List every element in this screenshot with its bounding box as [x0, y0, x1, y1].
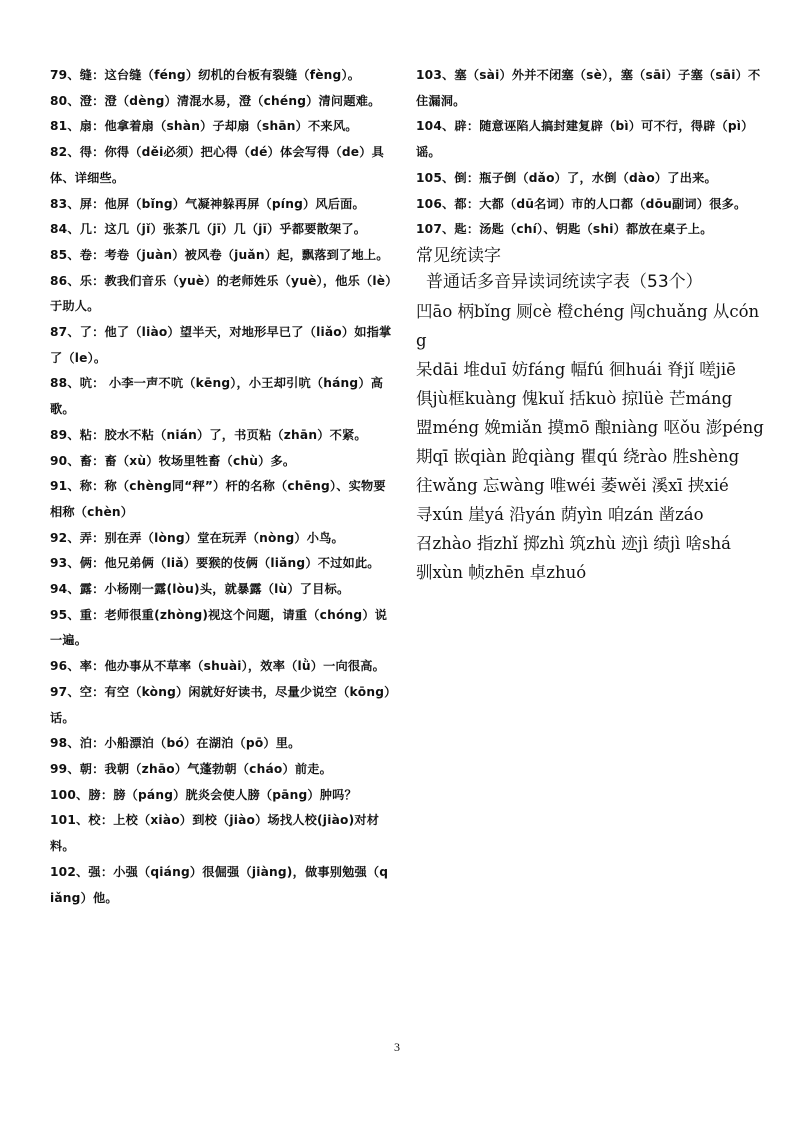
char-row: 驯xùn 帧zhēn 卓zhuó [416, 562, 587, 582]
polyphone-entry: 94、露：小杨刚一露(lòu)头，就暴露（lù）了目标。 [50, 582, 350, 597]
left-column [50, 63, 392, 911]
char-table [416, 297, 766, 587]
polyphone-entry: 102、强：小强（qiáng）很倔强（jiàng)，做事别勉强（qiǎng）他。 [50, 864, 389, 905]
char-row: 凹āo 柄bǐng 厕cè 橙chéng 闯chuǎng 从cóng [416, 301, 760, 350]
polyphone-entry: 79、缝：这台缝（féng）纫机的台板有裂缝（fèng）。 [50, 68, 361, 82]
polyphone-entry: 105、倒：瓶子倒（dǎo）了，水倒（dào）了出来。 [416, 170, 717, 185]
char-row: 往wǎng 忘wàng 唯wéi 萎wěi 溪xī 挟xié [416, 475, 729, 495]
polyphone-entry: 87、了：他了（liào）望半天，对地形早已了（liǎo）如指掌了（le）。 [50, 325, 392, 365]
polyphone-entry: 81、扇：他拿着扇（shàn）子却扇（shān）不来风。 [50, 119, 358, 134]
polyphone-entry: 88、吭： 小李一声不吭（kēng），小王却引吭（háng）高歌。 [50, 376, 384, 417]
char-row: 召zhào 指zhǐ 掷zhì 筑zhù 迹jì 绩jì 啥shá [416, 533, 731, 553]
polyphone-entry: 96、率：他办事从不草率（shuài），效率（lǜ）一向很高。 [50, 659, 386, 674]
polyphone-entry: 99、朝：我朝（zhāo）气蓬勃朝（cháo）前走。 [50, 761, 333, 776]
polyphone-entry: 84、几：这几（jǐ）张茶几（jī）几（jī）乎都要散架了。 [50, 222, 367, 237]
polyphone-entry: 100、膀：膀（páng）胱炎会使人膀（pāng）肿吗？ [50, 787, 357, 802]
polyphone-entry: 104、辟：随意诬陷人搞封建复辟（bì）可不行，得辟（pì）谣。 [416, 119, 754, 160]
polyphone-entry: 91、称：称（chèng同“秤”）杆的名称（chēng）、实物要相称（chèn） [50, 479, 386, 519]
polyphone-entry: 98、泊：小船漂泊（bó）在湖泊（pō）里。 [50, 736, 301, 751]
polyphone-entry: 89、粘：胶水不粘（nián）了，书页粘（zhān）不紧。 [50, 427, 367, 442]
table-title: 普通话多音异读词统读字表（53个） [426, 271, 703, 292]
section-title: 常见统读字 [416, 245, 501, 266]
char-row: 期qī 嵌qiàn 跄qiàng 瞿qú 绕rào 胜shèng [416, 446, 740, 466]
polyphone-entry: 93、俩：他兄弟俩（liǎ）要猴的伎俩（liǎng）不过如此。 [50, 556, 380, 571]
polyphone-entry: 82、得：你得（děi必须）把心得（dé）体会写得（de）具体、详细些。 [50, 145, 385, 185]
polyphone-entry: 80、澄：澄（dèng）清混水易，澄（chéng）清问题难。 [50, 93, 381, 108]
polyphone-entry: 86、乐：教我们音乐（yuè）的老师姓乐（yuè），他乐（lè）于助人。 [50, 273, 392, 314]
char-row: 寻xún 崖yá 沿yán 荫yìn 咱zán 凿záo [416, 504, 704, 524]
polyphone-entry: 106、都：大都（dū名词）市的人口都（dōu副词）很多。 [416, 196, 747, 211]
right-column [416, 63, 766, 587]
polyphone-entry: 90、畜：畜（xù）牧场里牲畜（chù）多。 [50, 453, 296, 468]
polyphone-entry: 101、校：上校（xiào）到校（jiào）场找人校(jiào)对材料。 [50, 813, 380, 854]
polyphone-entry: 97、空：有空（kòng）闲就好好读书，尽量少说空（kōng）话。 [50, 684, 391, 725]
char-row: 俱jù框kuàng 傀kuǐ 括kuò 掠lüè 芒máng [416, 388, 733, 408]
char-row: 盟méng 娩miǎn 摸mō 酿niàng 呕ǒu 澎péng [416, 417, 764, 437]
page-number: 3 [394, 1040, 400, 1054]
char-row: 呆dāi 堆duī 妨fáng 幅fú 徊huái 脊jǐ 嗟jiē [416, 359, 736, 379]
polyphone-entry: 103、塞（sài）外并不闭塞（sè），塞（sāi）子塞（sāi）不住漏洞。 [416, 68, 761, 108]
right-entries [416, 63, 766, 243]
polyphone-entry: 83、屏：他屏（bǐng）气凝神躲再屏（píng）风后面。 [50, 196, 365, 211]
polyphone-entry: 92、弄：别在弄（lòng）堂在玩弄（nòng）小鸟。 [50, 530, 344, 545]
polyphone-entry: 85、卷：考卷（juàn）被风卷（juǎn）起，飘落到了地上。 [50, 247, 389, 262]
polyphone-entry: 107、匙：汤匙（chí）、钥匙（shi）都放在桌子上。 [416, 222, 713, 237]
polyphone-entry: 95、重：老师很重(zhòng)视这个问题，请重（chóng）说一遍。 [50, 607, 388, 648]
